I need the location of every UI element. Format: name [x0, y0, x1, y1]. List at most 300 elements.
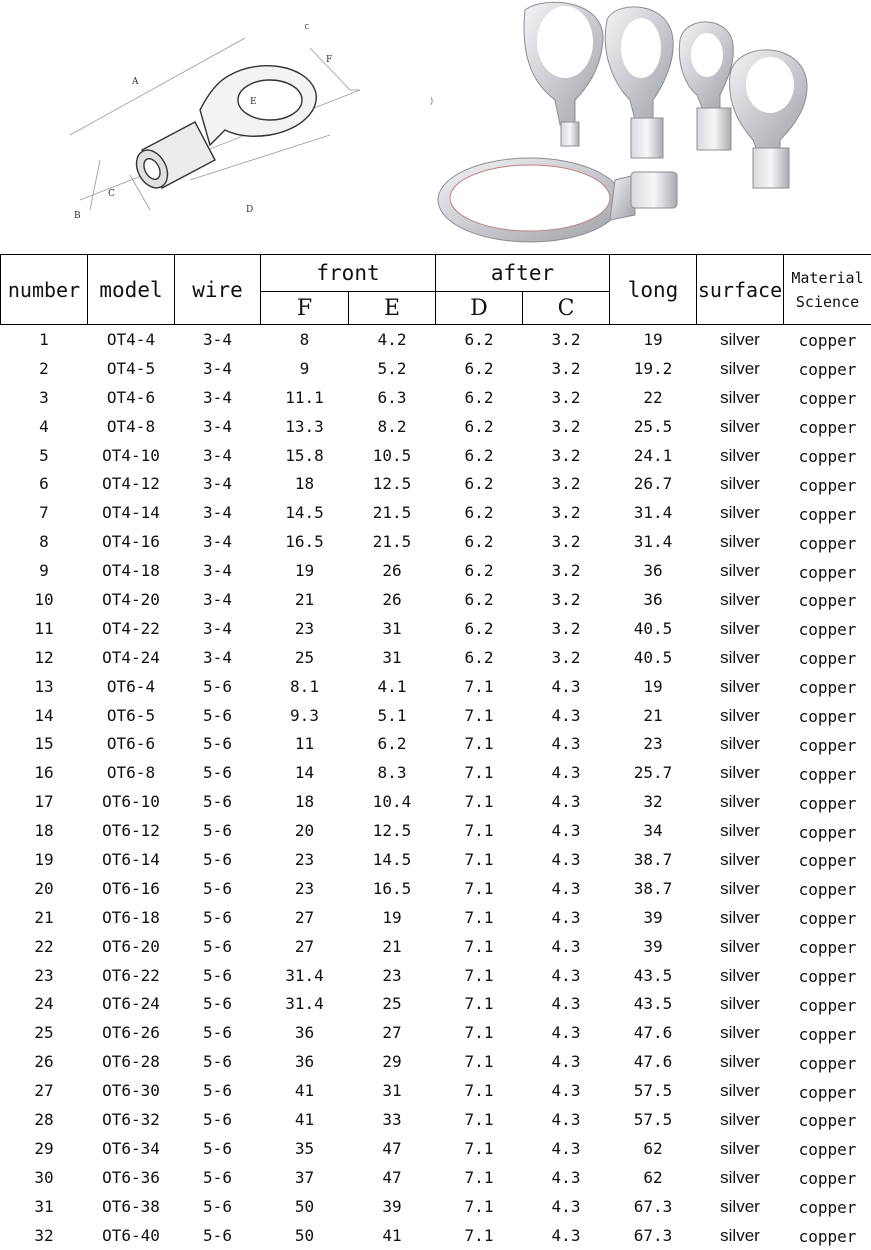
cell-front-E: 21.5	[349, 498, 436, 527]
cell-long: 43.5	[610, 989, 697, 1018]
header-number: number	[1, 255, 88, 325]
cell-number: 22	[1, 932, 88, 961]
cell-after-D: 6.2	[436, 412, 523, 441]
cell-material: copper	[784, 614, 871, 643]
cell-material: copper	[784, 441, 871, 470]
cell-after-C: 3.2	[523, 614, 610, 643]
table-row	[1, 1221, 871, 1250]
cell-after-D: 7.1	[436, 1192, 523, 1221]
cell-after-D: 7.1	[436, 903, 523, 932]
cell-number: 32	[1, 1221, 88, 1250]
cell-material: copper	[784, 498, 871, 527]
cell-long: 40.5	[610, 643, 697, 672]
cell-number: 28	[1, 1105, 88, 1134]
cell-wire: 3-4	[175, 527, 261, 556]
cell-front-F: 15.8	[261, 441, 349, 470]
cell-front-F: 23	[261, 845, 349, 874]
table-row	[1, 874, 871, 903]
cell-wire: 3-4	[175, 325, 261, 354]
cell-material: copper	[784, 1192, 871, 1221]
cell-after-D: 6.2	[436, 469, 523, 498]
header-front: front	[261, 255, 436, 292]
cell-surface: silver	[697, 469, 784, 498]
cell-after-D: 6.2	[436, 325, 523, 354]
cell-long: 19	[610, 672, 697, 701]
cell-surface: silver	[697, 1105, 784, 1134]
cell-material: copper	[784, 325, 871, 354]
cell-material: copper	[784, 729, 871, 758]
cell-material: copper	[784, 412, 871, 441]
cell-after-C: 3.2	[523, 556, 610, 585]
cell-after-C: 4.3	[523, 1134, 610, 1163]
cell-front-E: 4.2	[349, 325, 436, 354]
cell-after-D: 7.1	[436, 1076, 523, 1105]
header-long: long	[610, 255, 697, 325]
cell-front-F: 27	[261, 932, 349, 961]
cell-front-E: 31	[349, 1076, 436, 1105]
cell-after-D: 6.2	[436, 441, 523, 470]
cell-after-D: 7.1	[436, 787, 523, 816]
table-row	[1, 903, 871, 932]
product-figure	[0, 0, 871, 250]
cell-model: OT6-4	[88, 672, 175, 701]
header-material	[784, 255, 871, 325]
cell-material: copper	[784, 816, 871, 845]
cell-number: 24	[1, 989, 88, 1018]
cell-front-F: 13.3	[261, 412, 349, 441]
cell-wire: 5-6	[175, 961, 261, 990]
cell-after-C: 4.3	[523, 845, 610, 874]
cell-number: 14	[1, 701, 88, 730]
table-row	[1, 932, 871, 961]
cell-surface: silver	[697, 961, 784, 990]
cell-wire: 5-6	[175, 845, 261, 874]
cell-long: 23	[610, 729, 697, 758]
header-E: E	[349, 292, 436, 325]
cell-model: OT4-10	[88, 441, 175, 470]
cell-number: 18	[1, 816, 88, 845]
cell-wire: 5-6	[175, 874, 261, 903]
cell-number: 29	[1, 1134, 88, 1163]
cell-number: 11	[1, 614, 88, 643]
cell-material: copper	[784, 1018, 871, 1047]
cell-long: 40.5	[610, 614, 697, 643]
cell-long: 32	[610, 787, 697, 816]
ring-terminal-dimension-diagram	[60, 10, 380, 240]
cell-model: OT6-36	[88, 1163, 175, 1192]
cell-number: 30	[1, 1163, 88, 1192]
cell-after-C: 3.2	[523, 441, 610, 470]
cell-front-E: 27	[349, 1018, 436, 1047]
table-row	[1, 527, 871, 556]
cell-after-D: 6.2	[436, 498, 523, 527]
cell-after-D: 7.1	[436, 816, 523, 845]
cell-long: 62	[610, 1134, 697, 1163]
table-row	[1, 1105, 871, 1134]
cell-after-C: 4.3	[523, 1076, 610, 1105]
cell-model: OT6-32	[88, 1105, 175, 1134]
cell-number: 13	[1, 672, 88, 701]
cell-front-F: 18	[261, 787, 349, 816]
cell-after-C: 4.3	[523, 1221, 610, 1250]
cell-front-E: 26	[349, 585, 436, 614]
cell-number: 16	[1, 758, 88, 787]
cell-material: copper	[784, 787, 871, 816]
cell-material: copper	[784, 874, 871, 903]
cell-model: OT4-4	[88, 325, 175, 354]
cell-after-D: 7.1	[436, 961, 523, 990]
cell-after-D: 6.2	[436, 354, 523, 383]
cell-wire: 3-4	[175, 498, 261, 527]
cell-front-E: 31	[349, 614, 436, 643]
cell-after-C: 3.2	[523, 469, 610, 498]
cell-long: 57.5	[610, 1076, 697, 1105]
cell-wire: 3-4	[175, 585, 261, 614]
cell-material: copper	[784, 585, 871, 614]
cell-surface: silver	[697, 1192, 784, 1221]
cell-surface: silver	[697, 701, 784, 730]
cell-front-E: 39	[349, 1192, 436, 1221]
cell-model: OT6-10	[88, 787, 175, 816]
cell-wire: 5-6	[175, 932, 261, 961]
cell-material: copper	[784, 1221, 871, 1250]
cell-wire: 5-6	[175, 1134, 261, 1163]
cell-number: 25	[1, 1018, 88, 1047]
cell-surface: silver	[697, 758, 784, 787]
cell-after-C: 4.3	[523, 1105, 610, 1134]
cell-long: 31.4	[610, 498, 697, 527]
cell-long: 24.1	[610, 441, 697, 470]
cell-after-D: 6.2	[436, 643, 523, 672]
cell-long: 39	[610, 903, 697, 932]
cell-number: 31	[1, 1192, 88, 1221]
cell-number: 5	[1, 441, 88, 470]
cell-long: 39	[610, 932, 697, 961]
cell-front-E: 8.3	[349, 758, 436, 787]
cell-material: copper	[784, 989, 871, 1018]
cell-surface: silver	[697, 672, 784, 701]
cell-front-F: 11	[261, 729, 349, 758]
cell-front-E: 10.5	[349, 441, 436, 470]
table-row	[1, 1076, 871, 1105]
cell-surface: silver	[697, 874, 784, 903]
cell-wire: 5-6	[175, 1076, 261, 1105]
cell-after-D: 6.2	[436, 556, 523, 585]
cell-after-C: 3.2	[523, 585, 610, 614]
header-D: D	[436, 292, 523, 325]
cell-after-C: 4.3	[523, 1192, 610, 1221]
label-E: E	[250, 97, 257, 107]
cell-front-E: 41	[349, 1221, 436, 1250]
cell-surface: silver	[697, 1221, 784, 1250]
table-row	[1, 1047, 871, 1076]
cell-surface: silver	[697, 845, 784, 874]
cell-front-E: 31	[349, 643, 436, 672]
cell-surface: silver	[697, 498, 784, 527]
cell-front-E: 29	[349, 1047, 436, 1076]
cell-long: 25.5	[610, 412, 697, 441]
cell-front-F: 16.5	[261, 527, 349, 556]
cell-model: OT6-22	[88, 961, 175, 990]
cell-after-D: 7.1	[436, 1134, 523, 1163]
terminal-spec-table	[0, 254, 871, 1250]
table-row	[1, 961, 871, 990]
cell-front-F: 25	[261, 643, 349, 672]
table-row	[1, 758, 871, 787]
cell-material: copper	[784, 354, 871, 383]
cell-wire: 3-4	[175, 614, 261, 643]
cell-surface: silver	[697, 556, 784, 585]
cell-surface: silver	[697, 325, 784, 354]
cell-front-E: 19	[349, 903, 436, 932]
table-row	[1, 614, 871, 643]
cell-front-F: 8	[261, 325, 349, 354]
cell-front-E: 6.2	[349, 729, 436, 758]
cell-long: 38.7	[610, 874, 697, 903]
cell-material: copper	[784, 643, 871, 672]
cell-long: 21	[610, 701, 697, 730]
cell-after-D: 7.1	[436, 1105, 523, 1134]
cell-wire: 5-6	[175, 1105, 261, 1134]
cell-model: OT4-14	[88, 498, 175, 527]
cell-front-F: 37	[261, 1163, 349, 1192]
cell-model: OT6-20	[88, 932, 175, 961]
cell-front-E: 6.3	[349, 383, 436, 412]
cell-front-E: 14.5	[349, 845, 436, 874]
cell-wire: 3-4	[175, 412, 261, 441]
cell-number: 12	[1, 643, 88, 672]
cell-wire: 5-6	[175, 1163, 261, 1192]
cell-model: OT4-12	[88, 469, 175, 498]
cell-number: 15	[1, 729, 88, 758]
cell-after-C: 4.3	[523, 874, 610, 903]
cell-number: 9	[1, 556, 88, 585]
cell-model: OT6-40	[88, 1221, 175, 1250]
cell-front-E: 21.5	[349, 527, 436, 556]
cell-model: OT6-16	[88, 874, 175, 903]
cell-after-C: 4.3	[523, 932, 610, 961]
cell-model: OT6-6	[88, 729, 175, 758]
cell-number: 10	[1, 585, 88, 614]
cell-surface: silver	[697, 1134, 784, 1163]
cell-surface: silver	[697, 932, 784, 961]
cell-long: 31.4	[610, 527, 697, 556]
header-material-line2: Science	[784, 290, 871, 314]
cell-long: 67.3	[610, 1192, 697, 1221]
cell-model: OT4-8	[88, 412, 175, 441]
cell-front-F: 11.1	[261, 383, 349, 412]
cell-wire: 3-4	[175, 643, 261, 672]
cell-surface: silver	[697, 412, 784, 441]
cell-material: copper	[784, 758, 871, 787]
cell-surface: silver	[697, 527, 784, 556]
cell-long: 36	[610, 585, 697, 614]
cell-surface: silver	[697, 585, 784, 614]
cell-after-C: 3.2	[523, 643, 610, 672]
cell-front-F: 21	[261, 585, 349, 614]
label-C: C	[108, 189, 115, 199]
table-row	[1, 701, 871, 730]
cell-after-D: 7.1	[436, 874, 523, 903]
cell-material: copper	[784, 1076, 871, 1105]
cell-after-D: 6.2	[436, 383, 523, 412]
cell-after-D: 7.1	[436, 701, 523, 730]
cell-front-F: 36	[261, 1047, 349, 1076]
label-D: D	[246, 205, 253, 215]
cell-front-F: 23	[261, 614, 349, 643]
cell-wire: 3-4	[175, 556, 261, 585]
cell-front-F: 36	[261, 1018, 349, 1047]
cell-front-E: 5.2	[349, 354, 436, 383]
header-material-line1: Material	[784, 266, 871, 290]
cell-front-F: 8.1	[261, 672, 349, 701]
cell-number: 26	[1, 1047, 88, 1076]
cell-long: 67.3	[610, 1221, 697, 1250]
cell-number: 19	[1, 845, 88, 874]
cell-after-C: 4.3	[523, 729, 610, 758]
cell-front-E: 12.5	[349, 469, 436, 498]
cell-after-C: 3.2	[523, 354, 610, 383]
cell-number: 4	[1, 412, 88, 441]
cell-front-F: 9	[261, 354, 349, 383]
cell-after-D: 7.1	[436, 758, 523, 787]
cell-surface: silver	[697, 1018, 784, 1047]
cell-material: copper	[784, 527, 871, 556]
cell-front-F: 18	[261, 469, 349, 498]
cell-after-D: 7.1	[436, 729, 523, 758]
cell-after-D: 7.1	[436, 1018, 523, 1047]
cell-long: 34	[610, 816, 697, 845]
cell-after-C: 4.3	[523, 961, 610, 990]
cell-front-F: 31.4	[261, 961, 349, 990]
cell-after-D: 7.1	[436, 932, 523, 961]
table-row	[1, 498, 871, 527]
label-A: A	[131, 77, 139, 87]
cell-wire: 5-6	[175, 701, 261, 730]
cell-surface: silver	[697, 441, 784, 470]
table-row	[1, 816, 871, 845]
table-row	[1, 412, 871, 441]
cell-surface: silver	[697, 787, 784, 816]
cell-model: OT6-30	[88, 1076, 175, 1105]
cell-front-F: 41	[261, 1105, 349, 1134]
label-F: F	[326, 55, 332, 65]
cell-after-D: 6.2	[436, 527, 523, 556]
cell-after-C: 3.2	[523, 412, 610, 441]
table-row	[1, 989, 871, 1018]
cell-long: 26.7	[610, 469, 697, 498]
cell-surface: silver	[697, 989, 784, 1018]
cell-model: OT6-26	[88, 1018, 175, 1047]
cell-after-C: 3.2	[523, 527, 610, 556]
cell-material: copper	[784, 672, 871, 701]
cell-model: OT6-24	[88, 989, 175, 1018]
cell-wire: 5-6	[175, 1047, 261, 1076]
cell-wire: 5-6	[175, 758, 261, 787]
cell-after-C: 4.3	[523, 903, 610, 932]
header-after: after	[436, 255, 610, 292]
cell-material: copper	[784, 701, 871, 730]
header-wire: wire	[175, 255, 261, 325]
cell-wire: 5-6	[175, 903, 261, 932]
stray-mark: c	[304, 22, 309, 32]
cell-front-E: 47	[349, 1163, 436, 1192]
cell-front-E: 12.5	[349, 816, 436, 845]
table-row	[1, 643, 871, 672]
cell-model: OT6-5	[88, 701, 175, 730]
cell-after-D: 7.1	[436, 1221, 523, 1250]
cell-wire: 5-6	[175, 1192, 261, 1221]
cell-front-F: 20	[261, 816, 349, 845]
table-row	[1, 1163, 871, 1192]
cell-after-D: 7.1	[436, 845, 523, 874]
cell-after-C: 4.3	[523, 1047, 610, 1076]
cell-after-D: 7.1	[436, 1163, 523, 1192]
header-F: F	[261, 292, 349, 325]
cell-number: 20	[1, 874, 88, 903]
cell-long: 36	[610, 556, 697, 585]
table-row	[1, 354, 871, 383]
cell-after-C: 3.2	[523, 498, 610, 527]
cell-material: copper	[784, 845, 871, 874]
cell-front-F: 50	[261, 1221, 349, 1250]
table-row	[1, 1192, 871, 1221]
cell-front-F: 14.5	[261, 498, 349, 527]
table-row	[1, 1134, 871, 1163]
cell-wire: 5-6	[175, 1018, 261, 1047]
cell-front-F: 14	[261, 758, 349, 787]
cell-number: 21	[1, 903, 88, 932]
cell-wire: 5-6	[175, 672, 261, 701]
cell-surface: silver	[697, 729, 784, 758]
cell-surface: silver	[697, 383, 784, 412]
cell-wire: 3-4	[175, 383, 261, 412]
cell-number: 3	[1, 383, 88, 412]
cell-front-F: 50	[261, 1192, 349, 1221]
cell-long: 25.7	[610, 758, 697, 787]
cell-long: 19	[610, 325, 697, 354]
cell-model: OT4-20	[88, 585, 175, 614]
cell-model: OT4-16	[88, 527, 175, 556]
header-model: model	[88, 255, 175, 325]
cell-material: copper	[784, 1105, 871, 1134]
cell-after-C: 4.3	[523, 701, 610, 730]
table-row	[1, 585, 871, 614]
cell-model: OT4-5	[88, 354, 175, 383]
cell-surface: silver	[697, 903, 784, 932]
cell-number: 7	[1, 498, 88, 527]
cell-number: 8	[1, 527, 88, 556]
cell-front-E: 4.1	[349, 672, 436, 701]
cell-wire: 3-4	[175, 354, 261, 383]
cell-number: 1	[1, 325, 88, 354]
cell-long: 43.5	[610, 961, 697, 990]
cell-model: OT4-6	[88, 383, 175, 412]
cell-surface: silver	[697, 1163, 784, 1192]
cell-material: copper	[784, 469, 871, 498]
cell-front-E: 21	[349, 932, 436, 961]
cell-material: copper	[784, 1163, 871, 1192]
cell-wire: 5-6	[175, 787, 261, 816]
cell-front-F: 23	[261, 874, 349, 903]
header-surface: surface	[697, 255, 784, 325]
cell-model: OT6-12	[88, 816, 175, 845]
cell-front-E: 25	[349, 989, 436, 1018]
cell-front-F: 9.3	[261, 701, 349, 730]
cell-model: OT4-24	[88, 643, 175, 672]
cell-after-C: 4.3	[523, 816, 610, 845]
table-row	[1, 1018, 871, 1047]
